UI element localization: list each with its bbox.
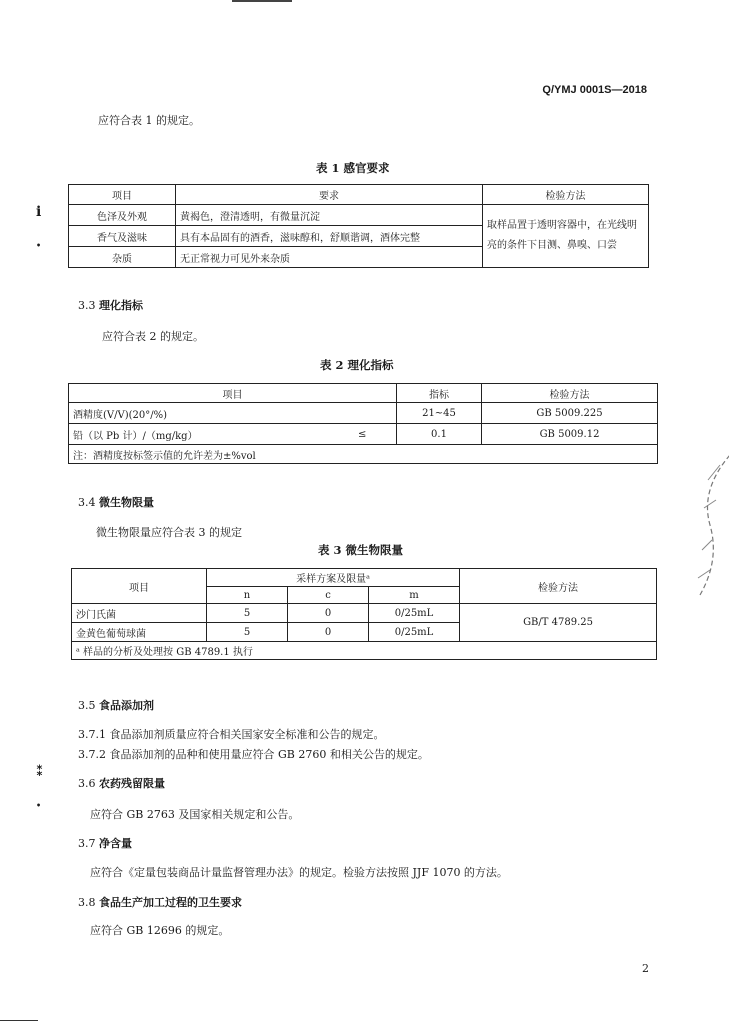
t2-row1-method: GB 5009.225	[482, 403, 658, 424]
table3-caption: 表 3 微生物限量	[318, 543, 404, 557]
binding-dot-2: •	[36, 800, 42, 810]
t3-row1-n: 5	[207, 604, 288, 623]
scan-bottom-mark	[0, 1020, 38, 1021]
t3-note: ᵃ 样品的分析及处理按 GB 4789.1 执行	[72, 642, 657, 660]
standard-code: Q/YMJ 0001S—2018	[542, 84, 647, 96]
section-3-3-text: 应符合表 2 的规定。	[102, 330, 204, 343]
t2-header-item: 项目	[69, 384, 397, 403]
t3-method: GB/T 4789.25	[460, 604, 657, 642]
table1-caption: 表 1 感官要求	[316, 161, 390, 175]
t3-sub-m: m	[369, 587, 460, 604]
t3-row2-item: 金黄色葡萄球菌	[72, 623, 207, 642]
t1-method: 取样品置于透明容器中，在光线明亮的条件下目测、鼻嗅、口尝	[483, 205, 649, 268]
section-3-7-num: 3.7	[78, 837, 96, 850]
section-3-5-p1: 3.7.1 食品添加剂质量应符合相关国家安全标准和公告的规定。	[78, 728, 385, 741]
t2-row2-item: 铅（以 Pb 计）/（mg/kg）	[69, 424, 329, 445]
t1-row3-req: 无正常视力可见外来杂质	[176, 247, 483, 268]
section-3-8-text: 应符合 GB 12696 的规定。	[90, 924, 230, 937]
section-3-7-text: 应符合《定量包装商品计量监督管理办法》的规定。检验方法按照 JJF 1070 的方法。	[90, 866, 508, 879]
t1-header-req: 要求	[176, 185, 483, 205]
section-3-4-num: 3.4	[78, 496, 96, 509]
seal-stamp-fragment	[690, 450, 729, 600]
section-3-5-heading	[78, 697, 154, 713]
t2-header-value: 指标	[397, 384, 482, 403]
t1-row1-item: 色泽及外观	[69, 205, 176, 226]
section-3-6-text: 应符合 GB 2763 及国家相关规定和公告。	[90, 808, 300, 821]
binding-dot: •	[36, 240, 42, 250]
section-3-4-heading	[78, 494, 154, 510]
section-3-3-heading	[78, 297, 143, 313]
t2-header-method: 检验方法	[482, 384, 658, 403]
t3-row1-c: 0	[288, 604, 369, 623]
table-sensory	[68, 184, 649, 268]
t3-row2-m: 0/25mL	[369, 623, 460, 642]
section-3-6-num: 3.6	[78, 777, 96, 790]
t2-row1-value: 21~45	[397, 403, 482, 424]
t2-row2-method: GB 5009.12	[482, 424, 658, 445]
binding-mark: ⅰ	[36, 204, 42, 220]
section-3-6-heading	[78, 775, 165, 791]
t2-row2-sym: ≤	[329, 424, 397, 445]
t2-note: 注：酒精度按标签示值的允许差为±%vol	[69, 445, 658, 464]
table-physicochemical	[68, 383, 658, 464]
t2-row1-sym	[329, 403, 397, 424]
t1-header-method: 检验方法	[483, 185, 649, 205]
t3-header-item: 项目	[72, 569, 207, 604]
t3-sub-n: n	[207, 587, 288, 604]
section-3-4-title: 微生物限量	[99, 496, 154, 509]
t3-row2-n: 5	[207, 623, 288, 642]
section-3-7-heading	[78, 835, 132, 851]
t3-row1-item: 沙门氏菌	[72, 604, 207, 623]
binding-mark-2: ⁑	[36, 764, 44, 780]
intro-text: 应符合表 1 的规定。	[98, 114, 200, 127]
page-number: 2	[642, 962, 649, 975]
section-3-5-num: 3.5	[78, 699, 96, 712]
t3-header-method: 检验方法	[460, 569, 657, 604]
t3-row2-c: 0	[288, 623, 369, 642]
t1-row2-req: 具有本品固有的酒香，滋味醇和，舒顺谐调，酒体完整	[176, 226, 483, 247]
t1-row2-item: 香气及滋味	[69, 226, 176, 247]
section-3-8-num: 3.8	[78, 896, 96, 909]
section-3-4-text: 微生物限量应符合表 3 的规定	[96, 526, 242, 539]
t2-row2-value: 0.1	[397, 424, 482, 445]
t1-row3-item: 杂质	[69, 247, 176, 268]
section-3-8-heading	[78, 894, 242, 910]
t1-row1-req: 黄褐色，澄清透明，有微量沉淀	[176, 205, 483, 226]
section-3-3-num: 3.3	[78, 299, 96, 312]
section-3-3-title: 理化指标	[99, 299, 143, 312]
table2-caption: 表 2 理化指标	[320, 358, 394, 372]
t3-header-plan: 采样方案及限量ᵃ	[207, 569, 460, 587]
section-3-8-title: 食品生产加工过程的卫生要求	[99, 896, 242, 909]
section-3-5-title: 食品添加剂	[99, 699, 154, 712]
section-3-7-title: 净含量	[99, 837, 132, 850]
t2-row1-item: 酒精度(V/V)(20°/%)	[69, 403, 329, 424]
t3-row1-m: 0/25mL	[369, 604, 460, 623]
t3-sub-c: c	[288, 587, 369, 604]
t1-header-item: 项目	[69, 185, 176, 205]
section-3-5-p2: 3.7.2 食品添加剂的品种和使用量应符合 GB 2760 和相关公告的规定。	[78, 748, 429, 761]
scan-top-mark	[232, 0, 292, 2]
table-microbial	[71, 568, 657, 660]
section-3-6-title: 农药残留限量	[99, 777, 165, 790]
